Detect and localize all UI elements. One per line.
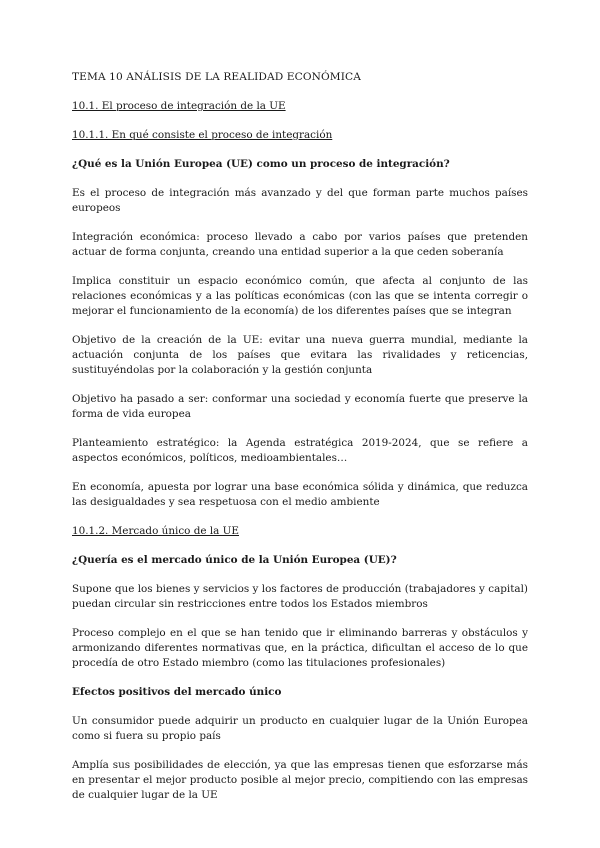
subsection-heading: 10.1.2. Mercado único de la UE [72,525,239,537]
paragraph: Supone que los bienes y servicios y los factores de producción (trabajadores y capital) puedan circular sin restricciones entre todos los Estados miembros [72,583,528,610]
section-heading: 10.1. El proceso de integración de la UE [72,100,286,112]
question-heading: ¿Qué es la Unión Europea (UE) como un proceso de integración? [72,158,450,170]
subsection-heading: 10.1.1. En qué consiste el proceso de integración [72,129,333,141]
paragraph: Es el proceso de integración más avanzado y del que forman parte muchos países europeos [72,187,528,214]
paragraph: Un consumidor puede adquirir un producto en cualquier lugar de la Unión Europea como si fuera su propio país [72,715,528,742]
document-title: TEMA 10 ANÁLISIS DE LA REALIDAD ECONÓMICA [72,71,361,83]
paragraph: Planteamiento estratégico: la Agenda estratégica 2019-2024, que se refiere a aspectos económicos, políticos, medioambientales… [72,437,528,464]
paragraph: Integración económica: proceso llevado a cabo por varios países que pretenden actuar de forma conjunta, creando una entidad superior a la que ceden soberanía [72,231,528,258]
paragraph: En economía, apuesta por lograr una base económica sólida y dinámica, que reduzca las desigualdades y sea respetuosa con el medio ambiente [72,481,528,508]
paragraph: Objetivo ha pasado a ser: conformar una sociedad y economía fuerte que preserve la forma de vida europea [72,393,528,420]
paragraph: Proceso complejo en el que se han tenido que ir eliminando barreras y obstáculos y armonizando diferentes normativas que, en la práctica, dificultan el acceso de lo que procedía de otro Estado miembro (como las titulaciones profesionales) [72,627,528,669]
question-heading: ¿Quería es el mercado único de la Unión Europea (UE)? [72,554,397,566]
bold-heading: Efectos positivos del mercado único [72,686,282,698]
paragraph: Amplía sus posibilidades de elección, ya que las empresas tienen que esforzarse más en presentar el mejor producto posible al mejor precio, compitiendo con las empresas de cualquier lugar de la UE [72,759,528,801]
paragraph: Objetivo de la creación de la UE: evitar una nueva guerra mundial, mediante la actuación conjunta de los países que evitara las rivalidades y reticencias, sustituyéndolas por la colaboración y la gestión conjunta [72,334,528,376]
paragraph: Implica constituir un espacio económico común, que afecta al conjunto de las relaciones económicas y a las políticas económicas (con las que se intenta corregir o mejorar el funcionamiento de la economía) de los diferentes países que se integran [72,275,528,317]
